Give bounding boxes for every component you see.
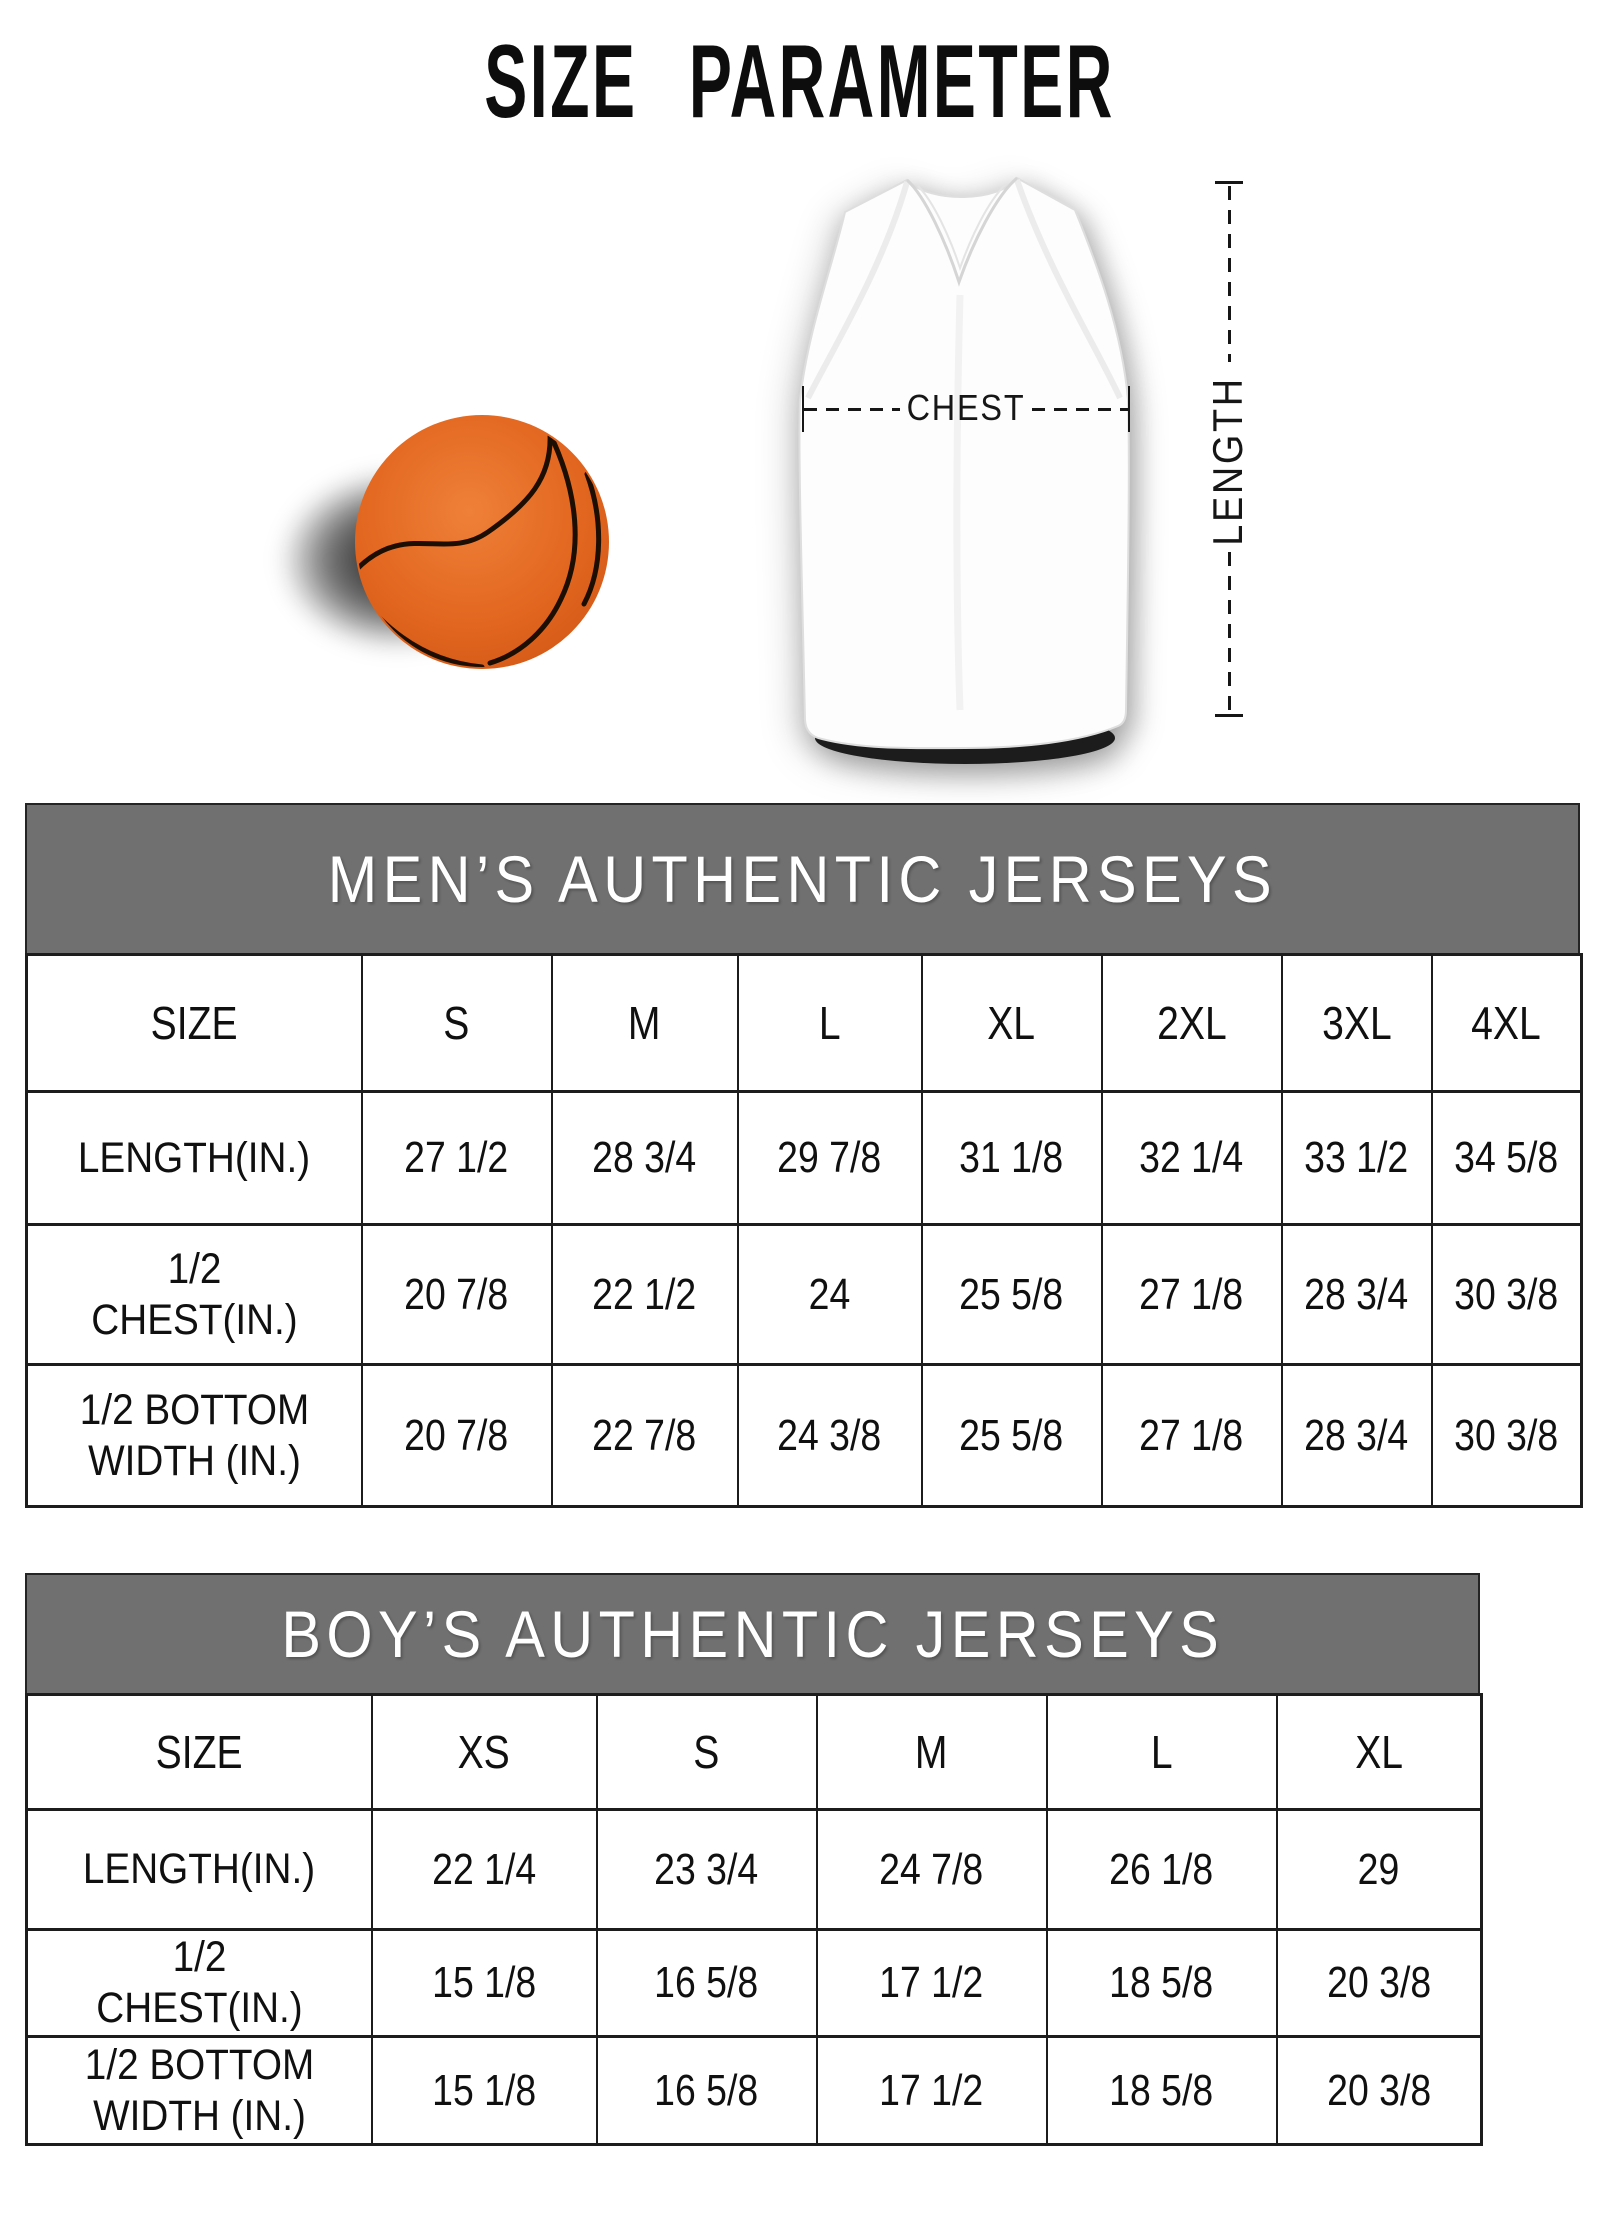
value-cell: 27 1/8 — [1102, 1225, 1282, 1365]
value-cell: 20 3/8 — [1277, 1930, 1482, 2037]
value-cell: 17 1/2 — [817, 1930, 1047, 2037]
boys-header-row — [27, 1695, 1482, 1810]
mens-length-row — [27, 1092, 1582, 1225]
boys-size-col: XL — [1277, 1695, 1482, 1810]
value-cell: 22 1/4 — [372, 1810, 597, 1930]
chest-measure-line — [802, 386, 1130, 432]
basketball-icon — [340, 400, 620, 680]
boys-table-title: BOY’S AUTHENTIC JERSEYS — [281, 1597, 1224, 1671]
boys-size-grid — [25, 1693, 1483, 2146]
value-cell: 20 7/8 — [362, 1365, 552, 1507]
value-cell: 24 3/8 — [738, 1365, 922, 1507]
value-cell: 24 — [738, 1225, 922, 1365]
value-cell: 30 3/8 — [1432, 1365, 1582, 1507]
value-cell: 22 1/2 — [552, 1225, 738, 1365]
value-cell: 27 1/8 — [1102, 1365, 1282, 1507]
value-cell: 20 7/8 — [362, 1225, 552, 1365]
value-cell: 22 7/8 — [552, 1365, 738, 1507]
value-cell: 28 3/4 — [1282, 1225, 1432, 1365]
mens-size-col: M — [552, 955, 738, 1092]
length-dash-lower — [1228, 552, 1231, 712]
row-label-cell: LENGTH(IN.) — [27, 1092, 362, 1225]
boys-size-table — [25, 1573, 1480, 2146]
mens-chest-row — [27, 1225, 1582, 1365]
boys-chest-row — [27, 1930, 1482, 2037]
length-top-tick — [1215, 181, 1243, 184]
boys-size-col: M — [817, 1695, 1047, 1810]
jersey-icon — [760, 150, 1180, 770]
length-dash-upper — [1228, 186, 1231, 362]
mens-size-col: 4XL — [1432, 955, 1582, 1092]
boys-length-row — [27, 1810, 1482, 1930]
boys-bottom-width-row — [27, 2037, 1482, 2145]
mens-size-table — [25, 803, 1580, 1508]
value-cell: 28 3/4 — [1282, 1365, 1432, 1507]
value-cell: 16 5/8 — [597, 1930, 817, 2037]
mens-size-col: L — [738, 955, 922, 1092]
boys-size-header-cell: SIZE — [27, 1695, 372, 1810]
chest-dash-right — [1032, 408, 1128, 411]
value-cell: 25 5/8 — [922, 1225, 1102, 1365]
value-cell: 15 1/8 — [372, 2037, 597, 2145]
jersey-body — [799, 178, 1128, 748]
row-label-cell: LENGTH(IN.) — [27, 1810, 372, 1930]
boys-size-col: S — [597, 1695, 817, 1810]
mens-size-header-cell: SIZE — [27, 955, 362, 1092]
page-title — [0, 24, 1600, 140]
mens-table-title-band — [25, 803, 1580, 953]
value-cell: 18 5/8 — [1047, 2037, 1277, 2145]
length-label: LENGTH — [1204, 376, 1252, 546]
mens-header-row — [27, 955, 1582, 1092]
value-cell: 17 1/2 — [817, 2037, 1047, 2145]
value-cell: 24 7/8 — [817, 1810, 1047, 1930]
boys-size-col: XS — [372, 1695, 597, 1810]
chest-right-tick — [1128, 386, 1130, 432]
row-label-cell: 1/2 BOTTOM WIDTH (IN.) — [27, 1365, 362, 1507]
mens-table-title: MEN’S AUTHENTIC JERSEYS — [327, 842, 1278, 916]
length-bottom-tick — [1215, 714, 1243, 717]
value-cell: 32 1/4 — [1102, 1092, 1282, 1225]
value-cell: 34 5/8 — [1432, 1092, 1582, 1225]
row-label-cell: 1/2 CHEST(IN.) — [27, 1225, 362, 1365]
value-cell: 33 1/2 — [1282, 1092, 1432, 1225]
boys-table-title-band — [25, 1573, 1480, 1693]
value-cell: 29 7/8 — [738, 1092, 922, 1225]
value-cell: 30 3/8 — [1432, 1225, 1582, 1365]
value-cell: 23 3/4 — [597, 1810, 817, 1930]
value-cell: 31 1/8 — [922, 1092, 1102, 1225]
mens-size-col: S — [362, 955, 552, 1092]
value-cell: 28 3/4 — [552, 1092, 738, 1225]
value-cell: 15 1/8 — [372, 1930, 597, 2037]
page-title-text: SIZE PARAMETER — [484, 24, 1116, 140]
row-label-cell: 1/2 BOTTOM WIDTH (IN.) — [27, 2037, 372, 2145]
mens-size-col: 3XL — [1282, 955, 1432, 1092]
value-cell: 18 5/8 — [1047, 1930, 1277, 2037]
chest-label: CHEST — [906, 387, 1026, 428]
value-cell: 27 1/2 — [362, 1092, 552, 1225]
mens-size-grid — [25, 953, 1583, 1508]
value-cell: 20 3/8 — [1277, 2037, 1482, 2145]
value-cell: 25 5/8 — [922, 1365, 1102, 1507]
value-cell: 26 1/8 — [1047, 1810, 1277, 1930]
row-label-cell: 1/2 CHEST(IN.) — [27, 1930, 372, 2037]
mens-bottom-width-row — [27, 1365, 1582, 1507]
chest-dash-left — [804, 408, 900, 411]
mens-size-col: 2XL — [1102, 955, 1282, 1092]
value-cell: 29 — [1277, 1810, 1482, 1930]
boys-size-col: L — [1047, 1695, 1277, 1810]
value-cell: 16 5/8 — [597, 2037, 817, 2145]
mens-size-col: XL — [922, 955, 1102, 1092]
